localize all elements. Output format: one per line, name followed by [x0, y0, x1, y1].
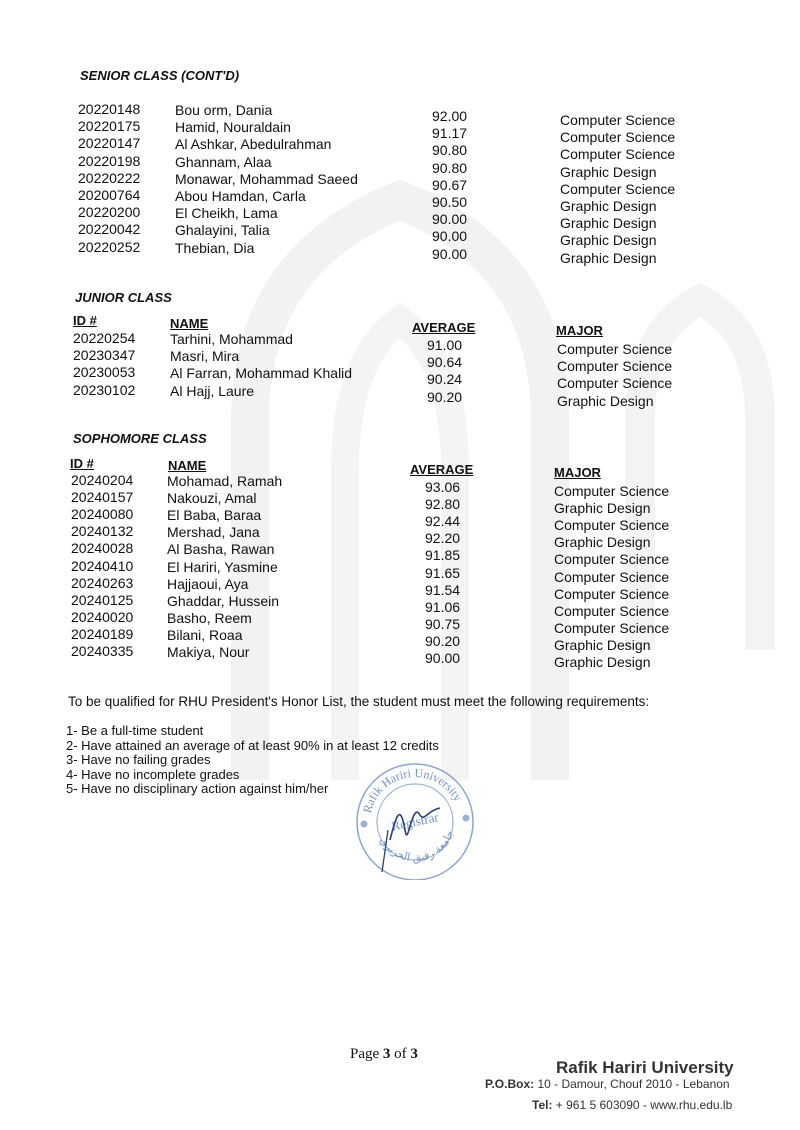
student-major: Graphic Design	[554, 500, 651, 517]
student-id: 20240263	[71, 574, 134, 591]
student-average: 91.06	[425, 598, 461, 615]
student-id: 20240157	[71, 489, 134, 506]
student-average: 90.50	[432, 194, 468, 210]
student-average: 90.75	[425, 615, 461, 632]
student-id: 20240020	[71, 608, 134, 625]
student-major: Computer Science	[554, 568, 670, 585]
student-major: Computer Science	[557, 341, 673, 357]
student-id: 20220175	[78, 118, 141, 135]
student-id: 20240028	[71, 540, 134, 557]
student-average: 90.20	[425, 632, 461, 649]
student-average: 90.20	[427, 388, 463, 405]
student-name: Monawar, Mohammad Saeed	[175, 170, 358, 187]
student-major: Graphic Design	[554, 534, 651, 551]
student-average: 92.20	[425, 530, 461, 547]
student-major: Computer Science	[554, 585, 670, 602]
student-major: Graphic Design	[560, 249, 657, 266]
student-id: 20240204	[71, 472, 134, 488]
student-id: 20230347	[73, 347, 136, 364]
student-name: Ghannam, Alaa	[175, 153, 272, 170]
student-name: Mershad, Jana	[167, 524, 260, 541]
sophomore-header-average: AVERAGE	[410, 462, 474, 477]
student-average: 90.00	[425, 650, 461, 666]
student-name: Bou orm, Dania	[175, 102, 273, 118]
junior-header-id: ID #	[73, 313, 97, 328]
student-id: 20240132	[71, 523, 134, 540]
student-id: 20220200	[78, 204, 141, 221]
student-major: Computer Science	[560, 129, 676, 146]
student-major: Graphic Design	[557, 392, 654, 409]
student-id: 20240125	[71, 591, 134, 608]
student-major: Computer Science	[554, 517, 670, 534]
student-name: El Cheikh, Lama	[175, 205, 278, 222]
student-name: Hajjaoui, Aya	[167, 575, 249, 592]
junior-header-major: MAJOR	[556, 323, 603, 338]
student-name: Bilani, Roaa	[167, 626, 243, 643]
sophomore-header-name: NAME	[168, 458, 207, 473]
student-average: 91.54	[425, 581, 461, 598]
student-name: Ghalayini, Talia	[175, 222, 270, 239]
student-name: El Hariri, Yasmine	[167, 558, 278, 575]
student-id: 20220198	[78, 152, 141, 169]
student-name: Ghaddar, Hussein	[167, 592, 280, 609]
student-average: 90.67	[432, 176, 468, 193]
student-name: Al Basha, Rawan	[167, 541, 275, 558]
student-average: 91.17	[432, 125, 468, 142]
student-name: Makiya, Nour	[167, 644, 250, 660]
student-id: 20230102	[73, 381, 136, 398]
student-name: Tarhini, Mohammad	[170, 331, 293, 347]
student-major: Graphic Design	[560, 163, 657, 180]
student-name: Al Ashkar, Abedulrahman	[175, 136, 332, 153]
svg-text:جامعة رفيق الحريري	[377, 828, 456, 865]
registrar-stamp	[350, 760, 480, 880]
student-id: 20230053	[73, 364, 136, 381]
student-name: El Baba, Baraa	[167, 507, 262, 524]
student-major: Graphic Design	[554, 654, 651, 670]
student-id: 20220222	[78, 169, 141, 186]
student-average: 92.80	[425, 496, 461, 513]
sophomore-class-title: SOPHOMORE CLASS	[73, 431, 207, 446]
junior-class-title: JUNIOR CLASS	[75, 290, 172, 305]
student-average: 91.65	[425, 564, 461, 581]
student-major: Computer Science	[560, 180, 676, 197]
student-average: 90.80	[432, 159, 468, 176]
student-id: 20220147	[78, 135, 141, 152]
senior-class-title: SENIOR CLASS (CONT'D)	[80, 68, 240, 83]
student-average: 91.85	[425, 547, 461, 564]
student-name: Al Farran, Mohammad Khalid	[170, 365, 353, 382]
requirements-intro: To be qualified for RHU President's Honor List, the student must meet the following requirements:	[68, 694, 650, 709]
footer-university-name: Rafik Hariri University	[556, 1058, 734, 1077]
student-average: 91.00	[427, 337, 463, 353]
student-name: Mohamad, Ramah	[167, 473, 283, 489]
student-major: Computer Science	[557, 358, 673, 375]
student-average: 92.44	[425, 513, 461, 530]
requirement-item: 2- Have attained an average of at least 90% in at least 12 credits	[66, 737, 439, 753]
requirement-item: 4- Have no incomplete grades	[66, 766, 240, 782]
stamp-center-text: Registrar	[390, 809, 440, 834]
svg-text:Rafik Hariri University	[360, 766, 465, 815]
student-name: Basho, Reem	[167, 609, 252, 626]
student-average: 90.00	[432, 228, 468, 245]
student-major: Graphic Design	[560, 198, 657, 214]
student-average: 90.24	[427, 371, 463, 388]
student-average: 90.64	[427, 354, 463, 371]
student-major: Graphic Design	[560, 215, 657, 232]
student-id: 20220148	[78, 101, 141, 117]
student-name: Hamid, Nouraldain	[175, 119, 291, 136]
requirement-item: 5- Have no disciplinary action against him/her	[66, 781, 329, 796]
student-name: Nakouzi, Amal	[167, 490, 257, 507]
student-major: Graphic Design	[554, 636, 651, 653]
student-average: 90.00	[432, 245, 468, 262]
student-average: 90.80	[432, 142, 468, 159]
student-major: Computer Science	[554, 619, 670, 636]
student-name: Masri, Mira	[170, 348, 240, 365]
sophomore-header-major: MAJOR	[554, 465, 601, 480]
student-id: 20240410	[71, 557, 134, 574]
student-average: 93.06	[425, 479, 461, 495]
student-id: 20220254	[73, 330, 136, 346]
requirement-item: 3- Have no failing grades	[66, 752, 211, 767]
page-number: Page 3 of 3	[350, 1046, 418, 1062]
student-major: Computer Science	[554, 602, 670, 619]
student-name: Al Hajj, Laure	[170, 382, 255, 399]
stamp-arabic-text: جامعة رفيق الحريري	[377, 828, 457, 865]
footer-address: P.O.Box: 10 - Damour, Chouf 2010 - Lebanon	[485, 1077, 730, 1091]
junior-header-name: NAME	[170, 316, 209, 331]
student-major: Computer Science	[560, 112, 676, 128]
sophomore-header-id: ID #	[70, 456, 94, 471]
student-id: 20240189	[71, 625, 134, 642]
requirement-item: 1- Be a full-time student	[66, 723, 204, 738]
student-name: Abou Hamdan, Carla	[175, 188, 306, 204]
junior-header-average: AVERAGE	[412, 320, 476, 335]
student-average: 90.00	[432, 211, 468, 228]
student-name: Thebian, Dia	[175, 239, 255, 256]
stamp-outer-text: Rafik Hariri University	[360, 765, 465, 815]
student-major: Graphic Design	[560, 232, 657, 249]
student-id: 20240335	[71, 643, 134, 659]
student-major: Computer Science	[554, 483, 670, 499]
student-major: Computer Science	[557, 375, 673, 392]
student-id: 20220252	[78, 238, 141, 255]
student-average: 92.00	[432, 108, 468, 124]
footer-contact: Tel: + 961 5 603090 - www.rhu.edu.lb	[532, 1098, 733, 1112]
student-id: 20200764	[78, 187, 141, 203]
student-id: 20240080	[71, 506, 134, 523]
student-id: 20220042	[78, 221, 141, 238]
student-major: Computer Science	[554, 551, 670, 568]
student-major: Computer Science	[560, 146, 676, 163]
